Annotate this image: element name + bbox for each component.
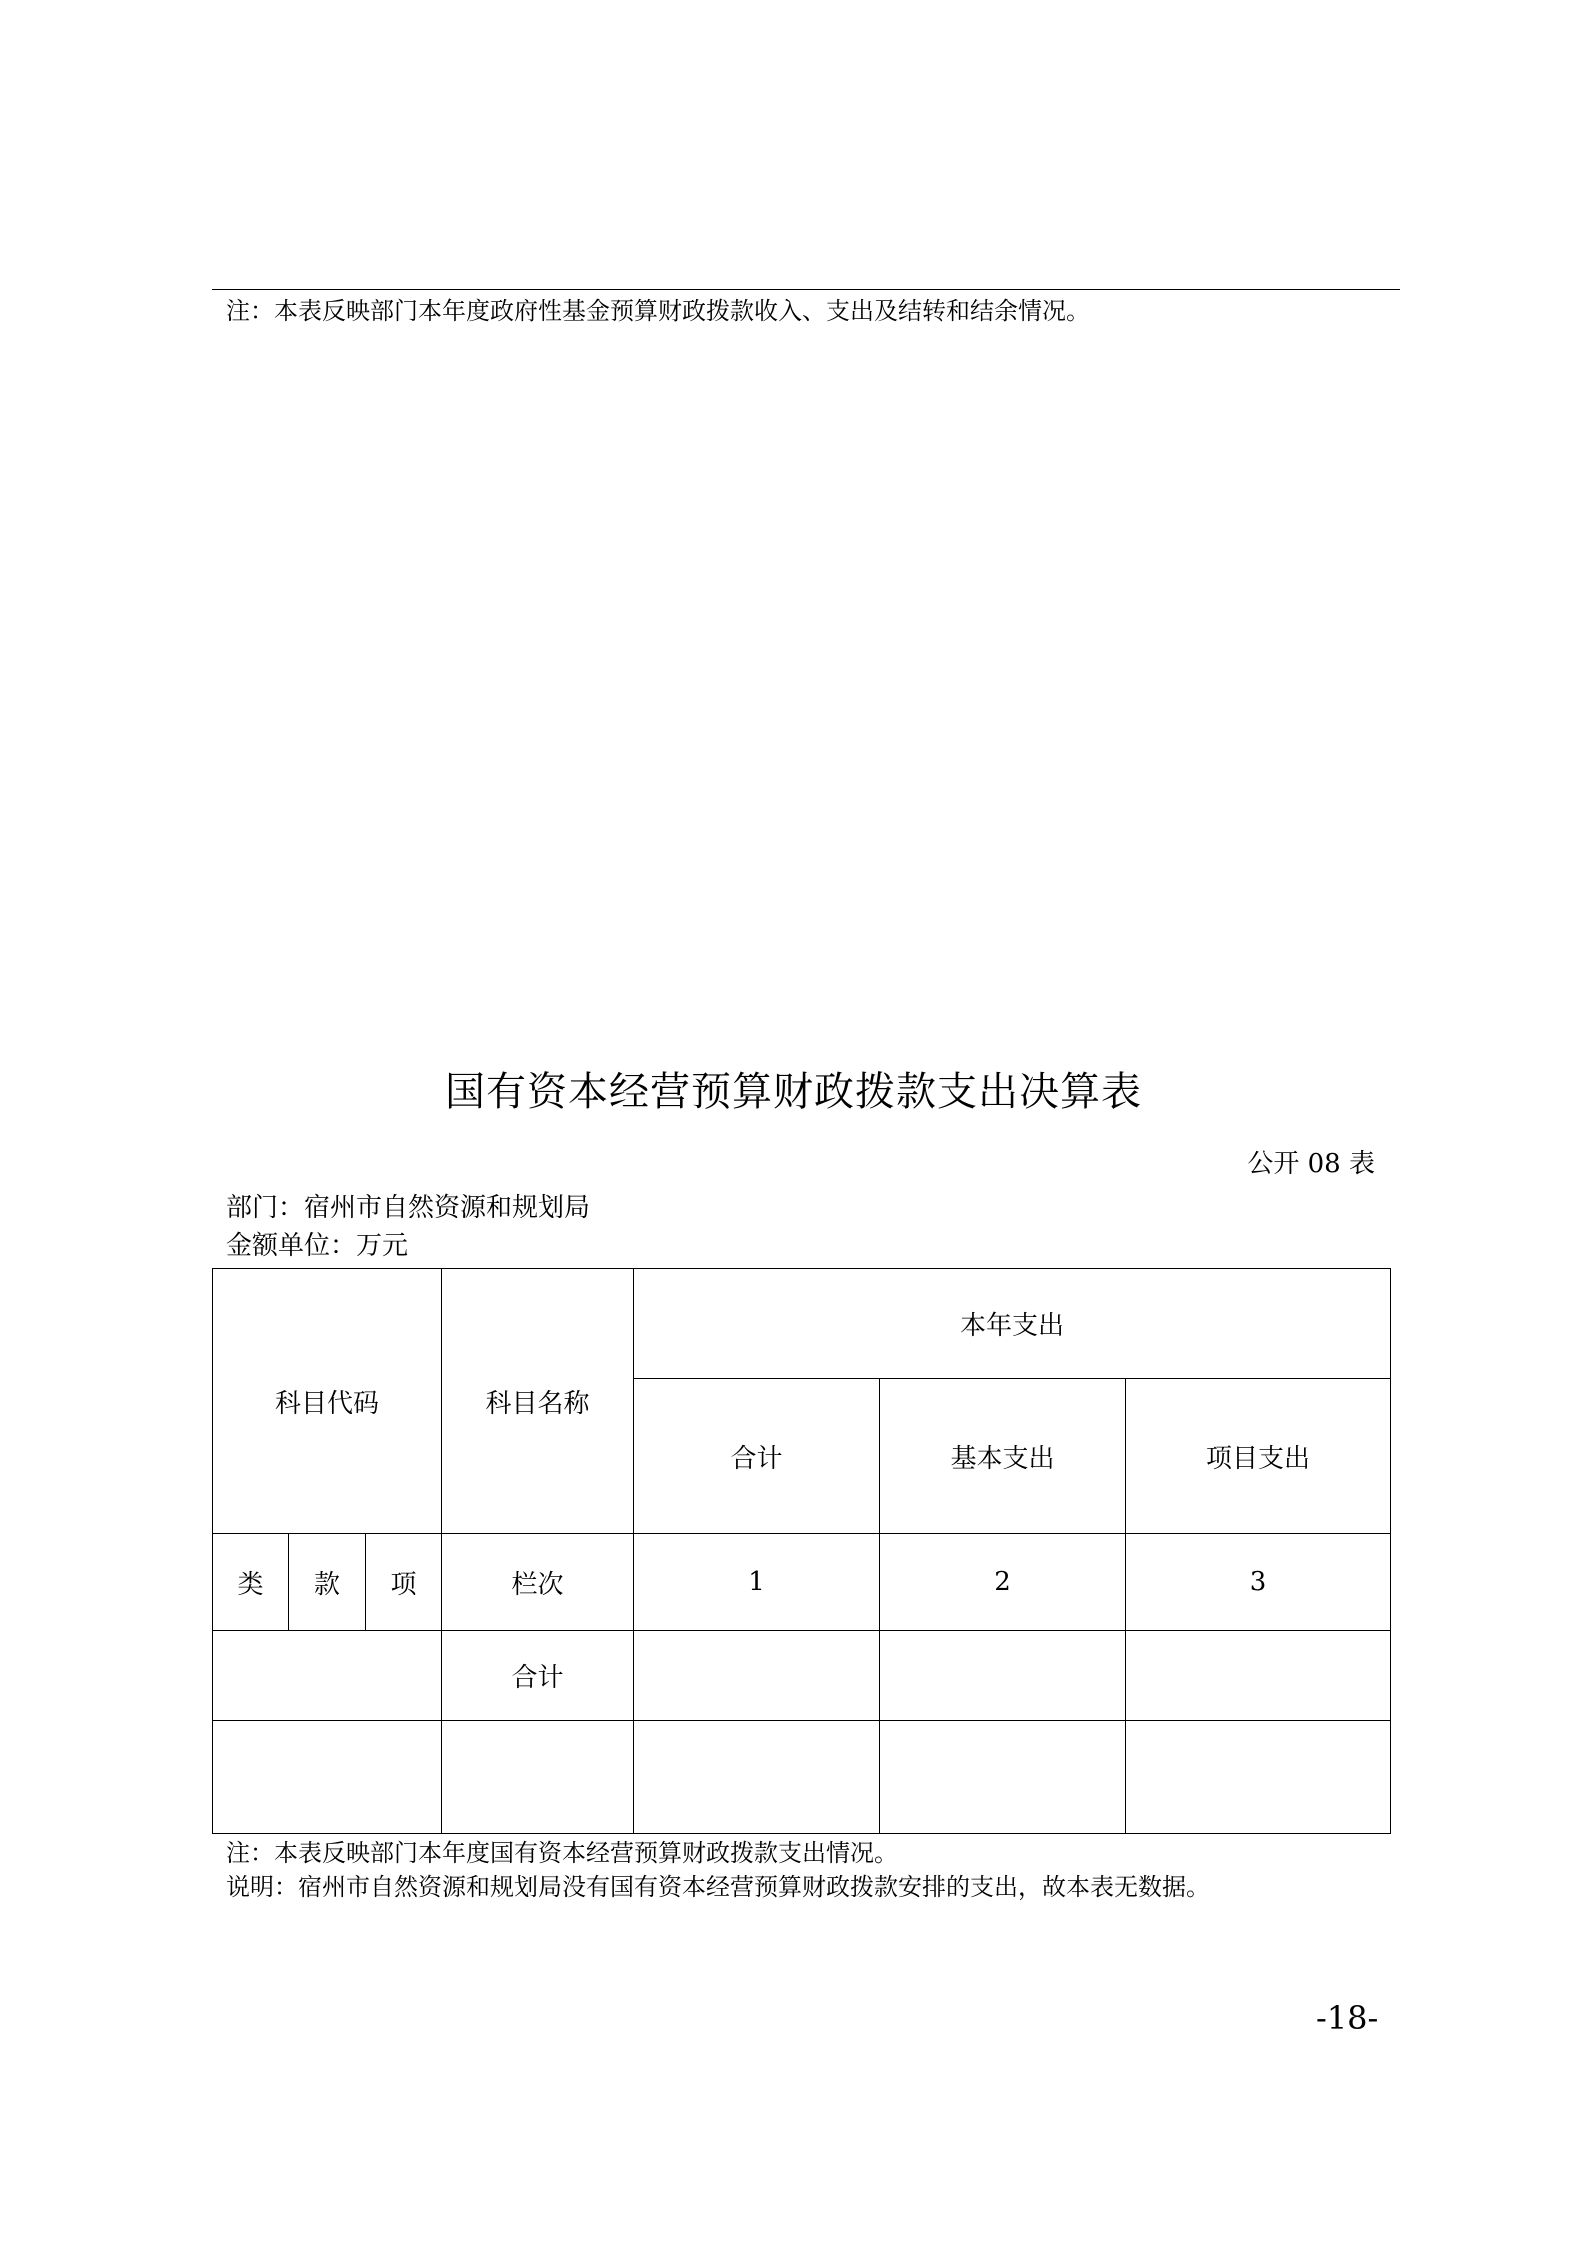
previous-table-note: 注：本表反映部门本年度政府性基金预算财政拨款收入、支出及结转和结余情况。 xyxy=(226,297,1090,325)
department-label: 部门：宿州市自然资源和规划局 xyxy=(226,1193,591,1223)
header-subject-name: 科目名称 xyxy=(442,1269,634,1534)
empty-row-name-cell xyxy=(442,1721,634,1834)
empty-row-project-cell xyxy=(1126,1721,1391,1834)
top-divider-line xyxy=(212,289,1400,290)
empty-row-code-cell xyxy=(213,1721,442,1834)
page-number: -18- xyxy=(1316,1999,1379,2037)
total-row-total-cell xyxy=(634,1631,880,1721)
index-column-label: 栏次 xyxy=(442,1534,634,1631)
total-row-label: 合计 xyxy=(442,1631,634,1721)
table-header-row xyxy=(213,1269,1391,1379)
index-col-3: 3 xyxy=(1126,1534,1391,1631)
index-col-2: 2 xyxy=(880,1534,1126,1631)
header-subject-code: 科目代码 xyxy=(213,1269,442,1534)
table-note: 注：本表反映部门本年度国有资本经营预算财政拨款支出情况。 xyxy=(226,1839,898,1867)
amount-unit-label: 金额单位：万元 xyxy=(226,1231,409,1261)
index-col-1: 1 xyxy=(634,1534,880,1631)
table-notes xyxy=(226,1836,1210,1904)
header-project-expense: 项目支出 xyxy=(1126,1379,1391,1534)
index-category: 类 xyxy=(213,1534,289,1631)
table-total-row xyxy=(213,1631,1391,1721)
empty-row-total-cell xyxy=(634,1721,880,1834)
table-explanation: 说明：宿州市自然资源和规划局没有国有资本经营预算财政拨款安排的支出，故本表无数据。 xyxy=(226,1873,1210,1901)
index-section: 款 xyxy=(289,1534,366,1631)
table-code: 公开 08 表 xyxy=(1247,1149,1375,1179)
total-row-project-cell xyxy=(1126,1631,1391,1721)
header-basic-expense: 基本支出 xyxy=(880,1379,1126,1534)
total-row-basic-cell xyxy=(880,1631,1126,1721)
empty-row-basic-cell xyxy=(880,1721,1126,1834)
document-title: 国有资本经营预算财政拨款支出决算表 xyxy=(445,1069,1142,1115)
expense-table xyxy=(212,1268,1391,1834)
header-current-year-expense: 本年支出 xyxy=(634,1269,1391,1379)
total-row-code-cell xyxy=(213,1631,442,1721)
header-total: 合计 xyxy=(634,1379,880,1534)
index-item: 项 xyxy=(366,1534,442,1631)
table-index-row xyxy=(213,1534,1391,1631)
table-empty-row xyxy=(213,1721,1391,1834)
